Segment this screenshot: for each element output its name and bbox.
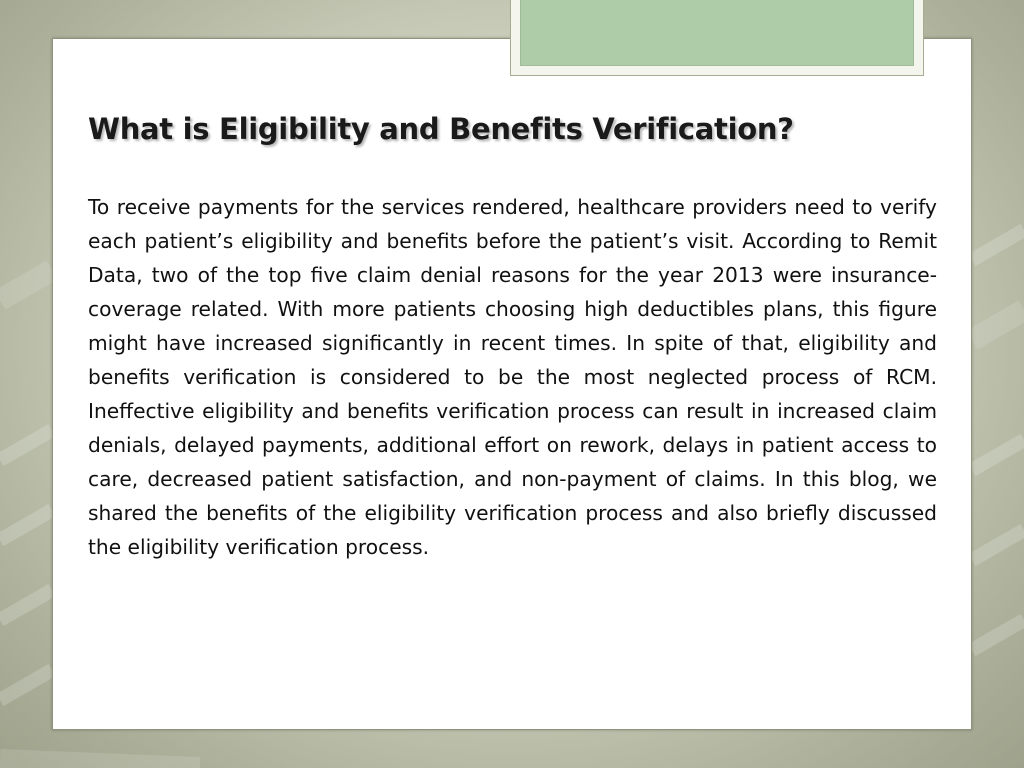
slide-body-text: To receive payments for the services rendered, healthcare providers need to verify each patient’s eligibility and benefits before the patient’s visit. According to Remit Data, two of the top five claim denial reasons for the year 2013 were insurance-coverage related. With more patients choosing high deductibles plans, this figure might have increased significantly in recent times. In spite of that, eligibility and benefits verification is considered to be the most neglected process of RCM. Ineffective eligibility and benefits verification process can result in increased claim denials, delayed payments, additional effort on rework, delays in patient access to care, decreased patient satisfaction, and non-payment of claims. In this blog, we shared the benefits of the eligibility verification process and also briefly discussed the eligibility verification process. [88, 195, 937, 559]
accent-banner [510, 0, 924, 76]
accent-banner-fill [520, 0, 914, 66]
slide-title: What is Eligibility and Benefits Verification? [88, 112, 794, 146]
